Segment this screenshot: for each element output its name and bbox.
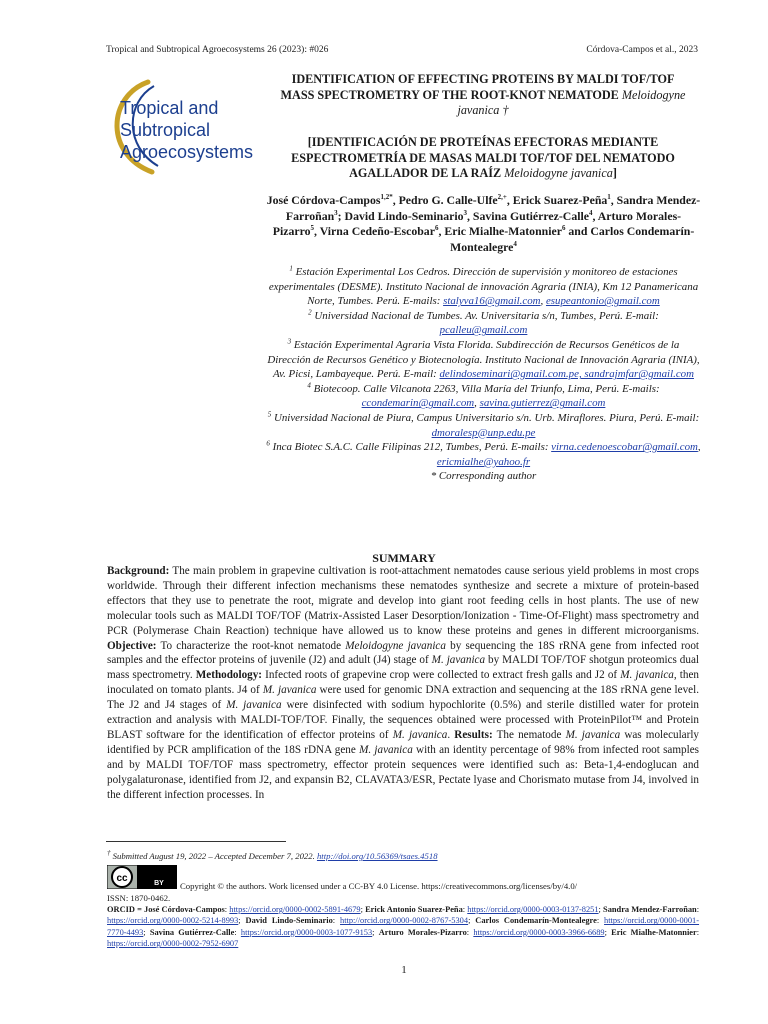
page-number: 1 (401, 964, 407, 976)
cc-badge-text: cc (116, 873, 128, 884)
orcid-link[interactable]: https://orcid.org/0000-0003-0137-8251 (467, 905, 599, 914)
footnote-divider (106, 841, 286, 842)
running-header-author: Córdova-Campos et al., 2023 (586, 45, 698, 55)
orcid-link[interactable]: https://orcid.org/0000-0003-3966-6689 (473, 927, 605, 937)
orcid-link[interactable]: http://orcid.org/0000-0002-8767-5304 (340, 916, 469, 926)
email-link[interactable]: dmoralesp@unp.edu.pe (431, 426, 536, 439)
orcid-link[interactable]: https://orcid.org/0000-0002-7952-6907 (107, 939, 239, 949)
journal-logo (104, 76, 264, 176)
doi-link[interactable]: http://doi.org/10.56369/tsaes.4518 (316, 851, 438, 861)
email-link[interactable]: stalyva16@gmail.com (443, 295, 541, 308)
author-list: José Córdova-Campos$^{1,2*}$, Pedro G. Calle-Ulfe$^{2,+}$, Erick Suarez-Peña$^1$, Sandra Mendez-Farroñan$^3$; David Lindo-Seminario$^3$, Savina Gutiérrez-Calle$^4$, Arturo Morales-Pizarro$^5$, Virna Cedeño-Escobar$^6$, Eric Mialhe-Matonnier$^6$ and Carlos Condemarín-Montealegre$^4$ (266, 193, 701, 254)
cc-by-text: BY (154, 880, 164, 887)
running-header-journal: Tropical and Subtropical Agroecosystems 26 (2023): #026 (106, 45, 329, 55)
summary-body: Background: The main problem in grapevine cultivation is root-attachment nematodes cause serious yield problems in most crops worldwide. Through their different infection mechanisms these nematodes synthesize and secrete a mixture of protein-based effectors that they use to penetrate the root, migrate and develop into giant root feeding cells in host plants. The use of new molecular tools such as MALDI TOF/TOF (Matrix-Assisted Laser Desorption/Ionization - Time-Of-Flight) mass spectrometry and PCR (Polymerase Chain Reaction) technique have allowed us to know these proteins and genes in different microorganisms. Objective: To characterize the root-knot nematode Meloidogyne javanica by sequencing the 18S rRNA gene from infected root samples and the effector proteins of juvenile (J2) and adult (J4) stage of M. javanica by MALDI TOF/TOF shotgun proteomics dual mass spectrometry. Methodology: Infected roots of grapevine crop were collected to extract fresh galls and J2 of M. javanica, then inoculated on tomato plants. J4 of M. javanica were used for genomic DNA extraction and sequencing at the 18S rRNA gene level. The J2 and J4 stages of M. javanica were disinfected with sodium hypochlorite (0.5%) and sterile distilled water for protein extraction and analysis with MALDI-TOF/TOF. Finally, the sequences obtained were processed with ProteinPilot™ and Protein BLAST software for the identification of effector proteins of M. javanica. Results: The nematode M. javanica was molecularly identified by PCR amplification of the 18S rDNA gene M. javanica with an identity percentage of 98% from infected root samples and by MALDI TOF/TOF mass spectrometry, effector protein sequences were identified such as: Beta-1,4-endoglucan and polygalaturonase, identified from J2, and expansin B2, CLAVATA3/ESR, Pectate lyase and Chorismato mutase from J4, involved in the different infection processes. In (107, 565, 700, 801)
email-link[interactable]: esupeantonio@gmail.com (545, 295, 660, 308)
orcid-link[interactable]: https://orcid.org/0000-0001-7770-4493 (107, 916, 700, 937)
affiliation-4: $^4$ Biotecoop. Calle Vilcanota 2263, Villa María del Triunfo, Lima, Perú. E-mails: ccondemarin@gmail.com, savina.gutierrez@gmail.com (307, 381, 660, 410)
submission-note: † Submitted August 19, 2022 – Accepted December 7, 2022. http://doi.org/10.56369/tsaes.4518 (107, 849, 438, 861)
affiliations (265, 265, 702, 484)
email-link[interactable]: savina.gutierrez@gmail.com (479, 397, 606, 410)
orcid-link[interactable]: https://orcid.org/0000-0003-1077-9153 (240, 927, 373, 937)
title-english: IDENTIFICATION OF EFFECTING PROTEINS BY MALDI TOF/TOF MASS SPECTROMETRY OF THE ROOT-KNOT NEMATODE Meloidogyne javanica † (280, 72, 686, 117)
issn: ISSN: 1870-0462. (107, 893, 171, 903)
cc-by-license-badge[interactable] (107, 865, 177, 889)
affiliation-2: $^2$ Universidad Nacional de Tumbes. Av. Universitaria s/n, Tumbes, Perú. E-mail: pcalleu@gmail.com (308, 308, 659, 337)
affiliation-1: $^1$ Estación Experimental Los Cedros. Dirección de supervisión y monitoreo de estaciones experimentales (DESME). Instituto Nacional de innovación Agraria (INIA), Km 12 Panamericana Norte, Tumbes. Perú. E-mails: stalyva16@gmail.com, esupeantonio@gmail.com (268, 264, 699, 308)
orcid-link[interactable]: https://orcid.org/0000-0002-5214-8993 (107, 916, 239, 926)
title-spanish: [IDENTIFICACIÓN DE PROTEÍNAS EFECTORAS MEDIANTE ESPECTROMETRÍA DE MASAS MALDI TOF/TOF DEL NEMATODO AGALLADOR DE LA RAÍZ Meloidogyne javanica] (291, 135, 675, 180)
email-link[interactable]: delindoseminari@gmail.com.pe, sandrajmfar@gmail.com (439, 368, 694, 381)
orcid-list: ORCID = José Córdova-Campos: https://orcid.org/0000-0002-5891-4679; Erick Antonio Suarez-Peña: https://orcid.org/0000-0003-0137-8251; Sandra Mendez-Farroñan: https://orcid.org/0000-0002-5214-8993; David Lindo-Seminario: http://orcid.org/0000-0002-8767-5304; Carlos Condemarín-Montealegre: https://orcid.org/0000-0001-7770-4493; Savina Gutiérrez-Calle: https://orcid.org/0000-0003-1077-9153; Arturo Morales-Pizarro: https://orcid.org/0000-0003-3966-6689; Eric Mialhe-Matonnier: https://orcid.org/0000-0002-7952-6907 (107, 905, 700, 949)
email-link[interactable]: ccondemarin@gmail.com (361, 397, 475, 410)
corresponding-author-note: * Corresponding author (430, 470, 537, 483)
logo-line-3: Agroecosystems (120, 142, 254, 162)
logo-line-2: Subtropical (120, 120, 211, 140)
license-statement: Copyright © the authors. Work licensed under a CC-BY 4.0 License. https://creativecommons.org/licenses/by/4.0/ (180, 881, 578, 891)
affiliation-3: $^3$ Estación Experimental Agraria Vista Florida. Subdirección de Recursos Genéticos de la Dirección de Recursos Genético y Biotecnología. Instituto Nacional de Innovación Agraria (INIA), Av. Picsi, Lambayeque. Perú. E-mail: delindoseminari@gmail.com.pe, sandrajmfar@gmail.com (267, 337, 700, 381)
email-link[interactable]: virna.cedenoescobar@gmail.com (551, 441, 698, 454)
email-link[interactable]: ericmialhe@yahoo.fr (436, 455, 531, 468)
affiliation-6: $^6$ Inca Biotec S.A.C. Calle Filipinas 212, Tumbes, Perú. E-mails: virna.cedenoescobar@gmail.com, ericmialhe@yahoo.fr (266, 439, 701, 468)
orcid-link[interactable]: https://orcid.org/0000-0002-5891-4679 (229, 905, 361, 914)
logo-line-1: Tropical and (120, 98, 219, 118)
affiliation-5: $^5$ Universidad Nacional de Piura, Campus Universitario s/n. Urb. Miraflores. Piura, Perú. E-mail: dmoralesp@unp.edu.pe (267, 410, 700, 439)
email-link[interactable]: pcalleu@gmail.com (439, 324, 528, 337)
summary-heading: SUMMARY (372, 551, 436, 565)
